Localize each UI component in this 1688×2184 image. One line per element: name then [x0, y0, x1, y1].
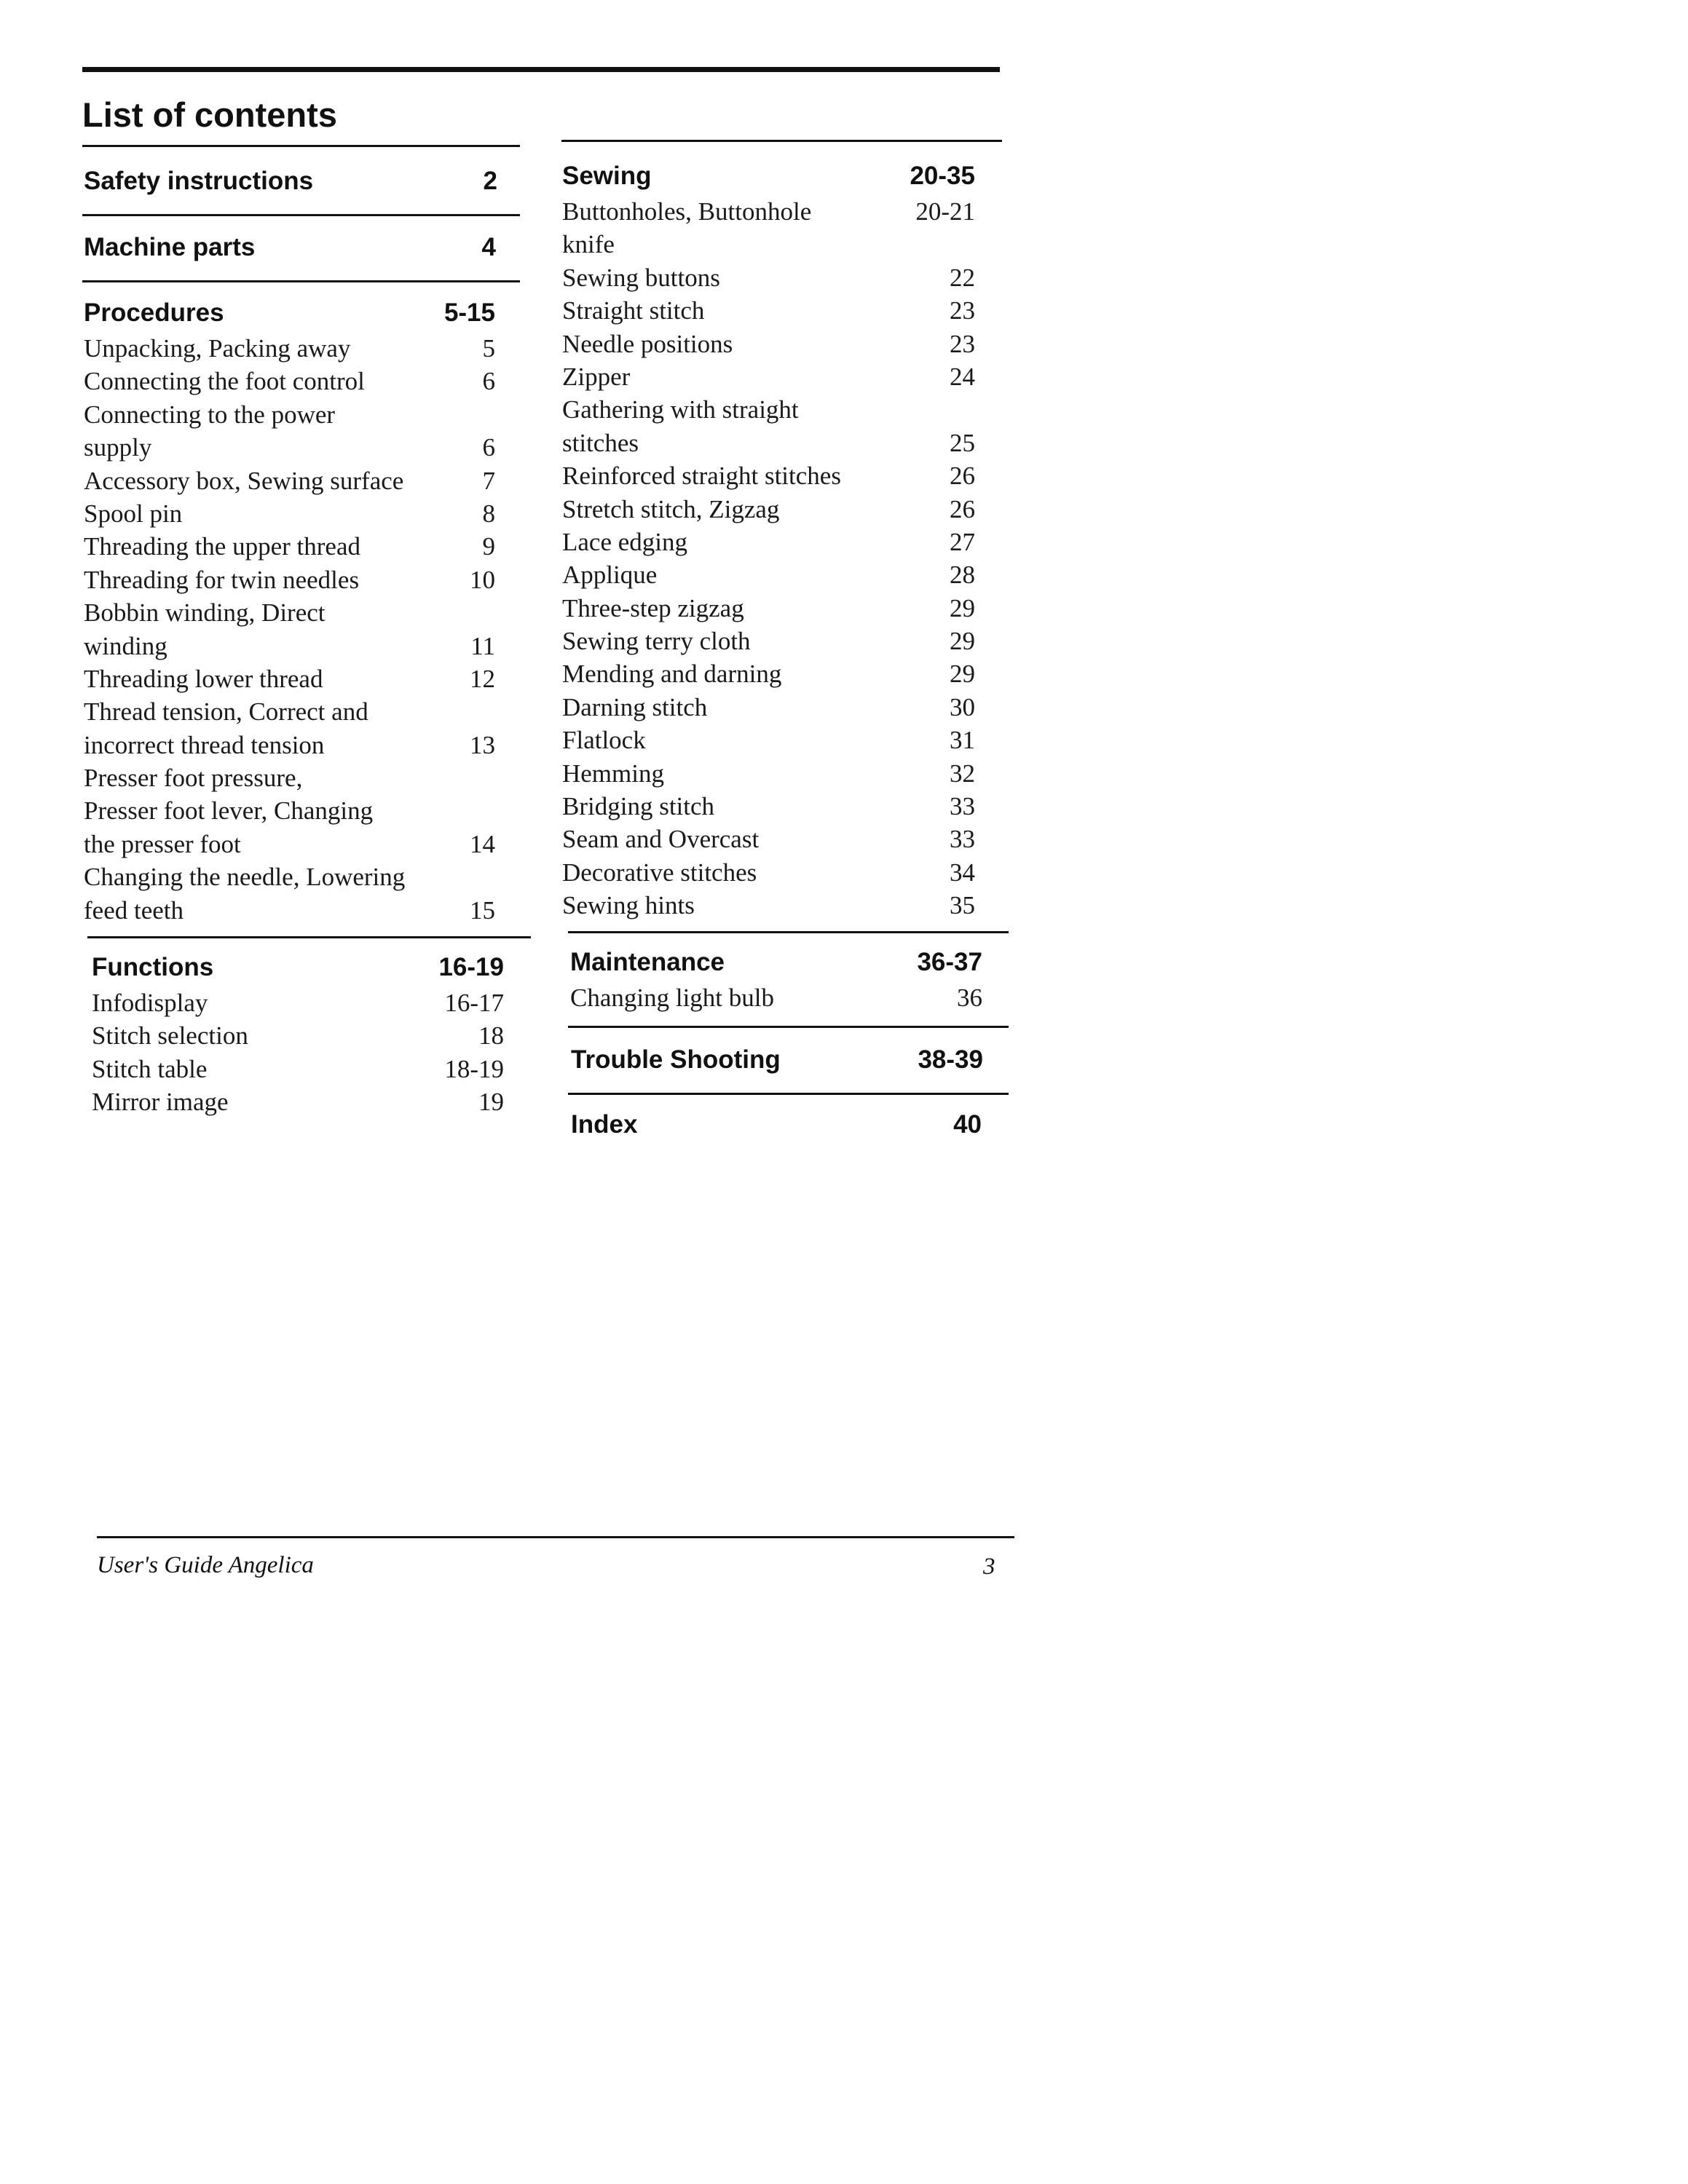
toc-item[interactable] — [92, 1019, 504, 1052]
toc-section-safety — [84, 162, 497, 200]
toc-item[interactable] — [562, 228, 975, 261]
toc-item-label: Connecting the foot control — [84, 367, 365, 396]
toc-item-label: Three-step zigzag — [562, 593, 744, 622]
toc-item-label: Mirror image — [92, 1088, 229, 1117]
toc-item-page: 32 — [950, 759, 975, 788]
toc-item-label: Sewing hints — [562, 891, 695, 920]
section-title: Trouble Shooting — [571, 1045, 781, 1074]
toc-item-label: knife — [562, 230, 615, 259]
page-title: List of contents — [82, 95, 337, 134]
toc-item-label: Needle positions — [562, 329, 733, 358]
toc-item[interactable] — [562, 459, 975, 492]
toc-item[interactable] — [562, 393, 975, 426]
footer-rule — [97, 1536, 1014, 1538]
toc-item[interactable] — [562, 657, 975, 690]
toc-section-machine-parts — [84, 229, 496, 266]
toc-item[interactable] — [562, 493, 975, 526]
toc-item-page: 5 — [482, 334, 495, 363]
toc-item-label: Changing light bulb — [570, 984, 774, 1012]
toc-item-page: 6 — [482, 367, 495, 396]
toc-item-label: Buttonholes, Buttonhole — [562, 197, 812, 226]
section-title: Sewing — [562, 162, 652, 190]
toc-item[interactable] — [84, 431, 495, 464]
toc-item-label: Sewing terry cloth — [562, 627, 751, 656]
toc-item-label: Sewing buttons — [562, 263, 720, 292]
toc-item-label: Presser foot lever, Changing — [84, 796, 374, 826]
toc-item-page: 6 — [482, 433, 495, 462]
toc-item[interactable] — [84, 398, 495, 431]
section-pages: 5-15 — [443, 298, 495, 327]
toc-item-page: 24 — [950, 362, 975, 391]
section-rule — [568, 1026, 1009, 1028]
section-heading[interactable] — [84, 294, 495, 332]
toc-item[interactable] — [84, 630, 495, 662]
footer-page-number: 3 — [983, 1554, 995, 1580]
toc-item-label: Presser foot pressure, — [84, 764, 303, 793]
section-heading[interactable] — [84, 229, 496, 266]
section-heading[interactable] — [84, 162, 497, 200]
section-pages: 36-37 — [917, 948, 982, 976]
toc-item-page: 31 — [950, 726, 975, 755]
section-title: Procedures — [84, 298, 224, 327]
toc-item-page: 33 — [950, 825, 975, 854]
toc-item-label: incorrect thread tension — [84, 730, 325, 759]
toc-item-label: winding — [84, 631, 167, 660]
section-heading[interactable] — [562, 157, 975, 195]
toc-item-label: Straight stitch — [562, 296, 705, 325]
toc-item-label: Seam and Overcast — [562, 825, 760, 854]
toc-item[interactable] — [84, 332, 495, 365]
toc-item-label: Accessory box, Sewing surface — [84, 466, 404, 495]
section-heading[interactable] — [571, 1106, 982, 1144]
toc-item-list — [84, 332, 495, 927]
toc-item-label: Applique — [562, 561, 658, 590]
section-rule — [568, 931, 1009, 933]
toc-item-label: Bobbin winding, Direct — [84, 598, 326, 628]
section-pages: 40 — [953, 1110, 982, 1139]
toc-item-label: Changing the needle, Lowering — [84, 863, 406, 892]
toc-item[interactable] — [562, 294, 975, 327]
toc-item-page: 7 — [482, 466, 495, 495]
toc-item-page: 11 — [470, 631, 495, 660]
toc-item[interactable] — [84, 860, 495, 893]
section-title: Index — [571, 1110, 638, 1139]
section-rule — [568, 1093, 1009, 1095]
toc-item[interactable] — [84, 596, 495, 629]
toc-item[interactable] — [562, 427, 975, 459]
toc-item-page: 20-21 — [915, 197, 975, 226]
section-pages: 4 — [481, 233, 496, 261]
toc-item-page: 18-19 — [444, 1054, 504, 1083]
toc-item-page: 35 — [950, 891, 975, 920]
section-heading[interactable] — [571, 1041, 983, 1079]
toc-item[interactable] — [84, 365, 495, 397]
section-rule — [82, 145, 520, 147]
toc-item-label: Spool pin — [84, 499, 183, 528]
toc-item[interactable] — [84, 530, 495, 563]
toc-item-label: Zipper — [562, 362, 631, 391]
toc-item[interactable] — [562, 889, 975, 922]
toc-item-page: 36 — [957, 984, 982, 1012]
toc-item[interactable] — [562, 823, 975, 855]
toc-item-page: 34 — [950, 858, 975, 887]
toc-item-label: Hemming — [562, 759, 664, 788]
toc-item[interactable] — [84, 794, 495, 827]
toc-item-label: Threading the upper thread — [84, 532, 360, 561]
toc-item[interactable] — [562, 195, 975, 228]
section-pages: 16-19 — [438, 953, 504, 981]
section-pages: 2 — [483, 167, 497, 195]
toc-item-page: 25 — [950, 428, 975, 457]
toc-item-label: Stitch selection — [92, 1021, 248, 1051]
toc-item-label: Flatlock — [562, 726, 646, 755]
toc-item[interactable] — [562, 724, 975, 756]
toc-item-list — [562, 195, 975, 922]
toc-item-list — [570, 981, 982, 1014]
toc-item[interactable] — [84, 695, 495, 728]
toc-item-label: feed teeth — [84, 895, 184, 925]
toc-item-label: Thread tension, Correct and — [84, 697, 368, 727]
section-rule — [82, 280, 520, 282]
toc-section-procedures — [84, 294, 495, 927]
toc-item[interactable] — [562, 625, 975, 657]
toc-item-page: 16-17 — [444, 989, 504, 1017]
toc-item-page: 27 — [950, 527, 975, 556]
toc-item-label: Connecting to the power — [84, 400, 336, 429]
toc-item[interactable] — [562, 790, 975, 823]
toc-item-label: Gathering with straight — [562, 395, 799, 424]
toc-item-page: 26 — [950, 494, 975, 523]
toc-item-label: Stitch table — [92, 1054, 208, 1083]
toc-item-page: 29 — [950, 660, 975, 689]
toc-item-page: 22 — [950, 263, 975, 292]
toc-item[interactable] — [562, 328, 975, 360]
toc-item-page: 23 — [950, 329, 975, 358]
toc-item-page: 15 — [470, 895, 495, 925]
toc-item-page: 29 — [950, 627, 975, 656]
toc-item[interactable] — [562, 757, 975, 790]
toc-item[interactable] — [84, 729, 495, 761]
section-title: Safety instructions — [84, 167, 314, 195]
toc-item-list — [92, 986, 504, 1119]
toc-item-label: Decorative stitches — [562, 858, 757, 887]
toc-item-label: Reinforced straight stitches — [562, 462, 841, 491]
section-rule — [87, 936, 531, 938]
toc-item-page: 26 — [950, 462, 975, 491]
toc-item[interactable] — [84, 662, 495, 695]
toc-section-index — [571, 1106, 982, 1144]
toc-item-page: 19 — [478, 1088, 504, 1117]
toc-item-label: Stretch stitch, Zigzag — [562, 494, 780, 523]
toc-item[interactable] — [562, 526, 975, 558]
toc-item-page: 23 — [950, 296, 975, 325]
toc-item-label: Threading lower thread — [84, 664, 323, 693]
toc-item-page: 8 — [482, 499, 495, 528]
toc-item-page: 33 — [950, 792, 975, 821]
toc-item-page: 18 — [478, 1021, 504, 1051]
toc-section-sewing — [562, 157, 975, 922]
toc-item[interactable] — [84, 563, 495, 596]
toc-item[interactable] — [562, 856, 975, 889]
section-heading[interactable] — [92, 949, 504, 986]
toc-item-page: 30 — [950, 692, 975, 721]
toc-section-functions — [92, 949, 504, 1119]
toc-item-page: 10 — [470, 565, 495, 594]
section-pages: 38-39 — [918, 1045, 983, 1074]
toc-item[interactable] — [84, 497, 495, 530]
section-rule — [82, 214, 520, 216]
toc-item-page: 29 — [950, 593, 975, 622]
footer-guide-title: User's Guide Angelica — [97, 1552, 314, 1578]
section-rule — [561, 140, 1002, 142]
toc-item-label: Infodisplay — [92, 989, 208, 1017]
toc-item-page: 13 — [470, 730, 495, 759]
toc-item[interactable] — [562, 691, 975, 724]
toc-item-label: Lace edging — [562, 527, 687, 556]
top-rule — [82, 67, 1000, 72]
toc-item[interactable] — [84, 761, 495, 794]
section-title: Machine parts — [84, 233, 256, 261]
toc-item[interactable] — [562, 558, 975, 591]
toc-item-label: Bridging stitch — [562, 792, 715, 821]
toc-item-page: 12 — [470, 664, 495, 693]
toc-item-label: Darning stitch — [562, 692, 708, 721]
toc-item-label: Unpacking, Packing away — [84, 334, 351, 363]
toc-item[interactable] — [92, 986, 504, 1019]
toc-item[interactable] — [562, 592, 975, 625]
toc-item[interactable] — [562, 261, 975, 294]
toc-item[interactable] — [84, 828, 495, 860]
toc-item[interactable] — [562, 360, 975, 393]
section-heading[interactable] — [570, 943, 982, 981]
toc-item[interactable] — [570, 981, 982, 1014]
toc-section-maintenance — [570, 943, 982, 1014]
toc-item-page: 9 — [482, 532, 495, 561]
toc-item[interactable] — [84, 464, 495, 497]
toc-item[interactable] — [92, 1085, 504, 1118]
toc-item[interactable] — [92, 1053, 504, 1085]
toc-item-label: stitches — [562, 428, 639, 457]
section-pages: 20-35 — [910, 162, 975, 190]
toc-item-label: Threading for twin needles — [84, 565, 360, 594]
toc-item-label: the presser foot — [84, 829, 241, 858]
toc-item-label: Mending and darning — [562, 660, 782, 689]
toc-item-label: supply — [84, 433, 152, 462]
toc-item-page: 28 — [950, 561, 975, 590]
section-title: Functions — [92, 953, 214, 981]
toc-section-trouble-shooting — [571, 1041, 983, 1079]
section-title: Maintenance — [570, 948, 725, 976]
toc-item-page: 14 — [470, 829, 495, 858]
toc-item[interactable] — [84, 894, 495, 927]
